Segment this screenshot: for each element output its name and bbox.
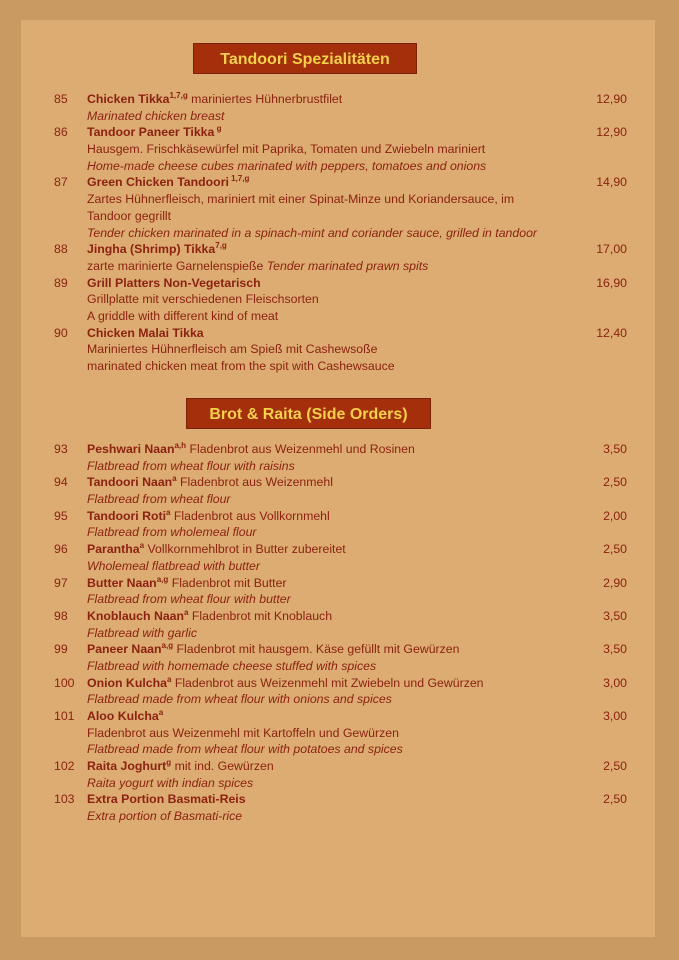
item-name: Tandoori Naan xyxy=(87,475,173,490)
menu-item-row xyxy=(21,241,655,258)
item-description-line: Home-made cheese cubes marinated with peppers, tomatoes and onions xyxy=(87,158,487,173)
menu-item-row xyxy=(21,608,655,625)
item-name: Jingha (Shrimp) Tikka xyxy=(87,242,216,257)
item-number: 95 xyxy=(54,508,68,523)
item-price: 17,00 xyxy=(596,242,627,257)
item-name: Green Chicken Tandoori xyxy=(87,175,229,190)
item-name: Chicken Malai Tikka xyxy=(87,325,204,340)
menu-item-row xyxy=(21,124,655,141)
menu-item-row xyxy=(21,91,655,108)
item-description-row xyxy=(21,458,655,475)
item-price: 12,90 xyxy=(596,92,627,106)
item-description-row xyxy=(21,108,655,125)
item-description-de: Fladenbrot aus Vollkornmehl xyxy=(173,508,330,523)
item-description-line: Flatbread made from wheat flour with potatoes and spices xyxy=(87,742,403,757)
item-description-de: Fladenbrot mit Butter xyxy=(171,575,287,590)
menu-item-row xyxy=(21,641,655,658)
item-price: 3,00 xyxy=(603,675,627,690)
item-description-line: Flatbread with garlic xyxy=(87,625,198,640)
item-description-line: Flatbread with homemade cheese stuffed with spices xyxy=(87,658,377,673)
item-description-line: Wholemeal flatbread with butter xyxy=(87,558,260,573)
item-text xyxy=(87,758,274,775)
item-number: 88 xyxy=(54,242,68,257)
allergen-codes: a,g xyxy=(156,574,169,584)
item-price: 12,40 xyxy=(596,325,627,340)
item-text xyxy=(87,675,484,692)
item-number: 94 xyxy=(54,475,68,490)
item-description-line: A griddle with different kind of meat xyxy=(87,308,279,323)
item-description-row xyxy=(21,591,655,608)
item-name: Parantha xyxy=(87,542,140,557)
item-price: 2,90 xyxy=(603,575,627,590)
menu-item-row xyxy=(21,325,655,342)
item-description-line: Flatbread from wholemeal flour xyxy=(87,525,257,540)
item-name: Chicken Tikka xyxy=(87,92,170,106)
item-number: 100 xyxy=(54,675,75,690)
item-text xyxy=(87,124,221,141)
section-title-brot-raita: Brot & Raita (Side Orders) xyxy=(186,398,431,429)
menu-item-row xyxy=(21,441,655,458)
item-name: Tandoor Paneer Tikka xyxy=(87,125,215,140)
menu-page xyxy=(21,20,655,937)
item-description-line: Hausgem. Frischkäsewürfel mit Paprika, Tomaten und Zwiebeln mariniert xyxy=(87,142,486,157)
item-description-de: Fladenbrot mit Knoblauch xyxy=(191,608,333,623)
item-text xyxy=(87,791,246,808)
item-description-en: Tender marinated prawn spits xyxy=(266,258,429,273)
allergen-codes: a xyxy=(184,607,189,617)
item-description-line: Flatbread made from wheat flour with onions and spices xyxy=(87,692,392,707)
allergen-codes: 7,g xyxy=(215,241,227,251)
item-text xyxy=(87,575,287,592)
item-description-row xyxy=(21,358,655,375)
item-description-line: marinated chicken meat from the spit with Cashewsauce xyxy=(87,359,395,373)
item-description-row xyxy=(21,775,655,792)
item-price: 2,00 xyxy=(603,508,627,523)
menu-item-row xyxy=(21,541,655,558)
item-price: 14,90 xyxy=(596,175,627,190)
item-description-de: Vollkornmehlbrot in Butter zubereitet xyxy=(147,542,346,557)
item-description-row xyxy=(21,158,655,175)
item-description-row xyxy=(21,208,655,225)
menu-item-row xyxy=(21,758,655,775)
item-text xyxy=(87,708,163,725)
item-text xyxy=(87,174,249,191)
item-description-de: mit ind. Gewürzen xyxy=(174,759,274,774)
item-number: 93 xyxy=(54,442,68,456)
item-description-row xyxy=(21,308,655,325)
item-description-row xyxy=(21,524,655,541)
item-description-row xyxy=(21,258,655,275)
item-text xyxy=(87,541,346,558)
item-name: Onion Kulcha xyxy=(87,675,167,690)
item-description-de: Fladenbrot mit hausgem. Käse gefüllt mit Gewürzen xyxy=(176,642,460,657)
item-description-de: zarte marinierte Garnelenspieße xyxy=(87,258,264,273)
item-name: Butter Naan xyxy=(87,575,157,590)
item-description-row xyxy=(21,808,655,825)
menu-list-brot-raita xyxy=(21,441,655,825)
item-text xyxy=(87,325,204,342)
item-text xyxy=(87,275,261,292)
allergen-codes: a xyxy=(172,474,177,484)
item-description-line: Tandoor gegrillt xyxy=(87,208,172,223)
item-price: 2,50 xyxy=(603,759,627,774)
menu-item-row xyxy=(21,675,655,692)
item-description-line: Tender chicken marinated in a spinach-mint and coriander sauce, grilled in tandoor xyxy=(87,225,538,240)
item-description-row xyxy=(21,141,655,158)
item-number: 101 xyxy=(54,709,75,723)
item-name: Aloo Kulcha xyxy=(87,709,159,723)
allergen-codes: a xyxy=(166,674,172,684)
section-title-tandoori: Tandoori Spezialitäten xyxy=(193,43,417,74)
item-text xyxy=(87,441,415,458)
menu-item-row xyxy=(21,275,655,292)
item-number: 96 xyxy=(54,542,68,557)
item-text xyxy=(87,474,333,491)
item-number: 87 xyxy=(54,175,68,190)
item-text xyxy=(87,241,227,258)
item-number: 102 xyxy=(54,759,75,774)
item-description-row xyxy=(21,691,655,708)
item-price: 2,50 xyxy=(603,475,627,490)
item-description-row xyxy=(21,291,655,308)
menu-item-row xyxy=(21,474,655,491)
item-text xyxy=(87,608,332,625)
item-description-de: Fladenbrot aus Weizenmehl mit Zwiebeln und Gewürzen xyxy=(174,675,484,690)
item-price: 16,90 xyxy=(596,275,627,290)
allergen-codes: 1,7,g xyxy=(169,91,188,100)
item-number: 86 xyxy=(54,125,68,140)
item-number: 99 xyxy=(54,642,68,657)
item-description-line: Mariniertes Hühnerfleisch am Spieß mit Cashewsoße xyxy=(87,342,378,357)
item-name: Paneer Naan xyxy=(87,642,162,657)
item-description-line: Extra portion of Basmati-rice xyxy=(87,809,243,824)
item-text xyxy=(87,91,342,108)
item-name: Peshwari Naan xyxy=(87,442,175,456)
item-number: 103 xyxy=(54,792,75,807)
item-number: 89 xyxy=(54,275,68,290)
item-description-row xyxy=(21,558,655,575)
item-description-row xyxy=(21,491,655,508)
item-description-row xyxy=(21,341,655,358)
item-description-line: Fladenbrot aus Weizenmehl mit Kartoffeln und Gewürzen xyxy=(87,725,399,740)
item-description-de: Fladenbrot aus Weizenmehl xyxy=(180,475,333,490)
allergen-codes: a xyxy=(158,708,164,717)
item-price: 3,50 xyxy=(603,442,627,456)
item-number: 85 xyxy=(54,92,68,106)
allergen-codes: a xyxy=(166,507,171,517)
allergen-codes: g xyxy=(166,758,172,768)
menu-item-row xyxy=(21,575,655,592)
item-description-line: Flatbread from wheat flour with butter xyxy=(87,592,291,607)
menu-item-row xyxy=(21,791,655,808)
item-price: 12,90 xyxy=(596,125,627,140)
allergen-codes: g xyxy=(214,124,222,134)
item-number: 98 xyxy=(54,608,68,623)
allergen-codes: a,h xyxy=(174,441,187,450)
item-description xyxy=(87,258,428,275)
item-name: Knoblauch Naan xyxy=(87,608,185,623)
item-number: 90 xyxy=(54,325,68,340)
item-text xyxy=(87,508,330,525)
allergen-codes: 1,7,g xyxy=(228,174,250,184)
item-description-de: mariniertes Hühnerbrustfilet xyxy=(191,92,343,106)
item-name: Grill Platters Non-Vegetarisch xyxy=(87,275,261,290)
item-name: Tandoori Roti xyxy=(87,508,167,523)
item-name: Raita Joghurt xyxy=(87,759,167,774)
menu-item-row xyxy=(21,174,655,191)
item-description-row xyxy=(21,191,655,208)
menu-list-tandoori xyxy=(21,91,655,375)
item-description-line: Flatbread from wheat flour with raisins xyxy=(87,458,295,473)
item-price: 3,50 xyxy=(603,608,627,623)
item-name: Extra Portion Basmati-Reis xyxy=(87,792,246,807)
item-description-line: Raita yogurt with indian spices xyxy=(87,775,254,790)
item-price: 2,50 xyxy=(603,792,627,807)
item-description-line: Flatbread from wheat flour xyxy=(87,492,231,507)
item-description-line: Marinated chicken breast xyxy=(87,108,225,123)
item-description-row xyxy=(21,725,655,742)
item-price: 2,50 xyxy=(603,542,627,557)
allergen-codes: a,g xyxy=(161,641,174,651)
menu-item-row xyxy=(21,708,655,725)
item-description-de: Fladenbrot aus Weizenmehl und Rosinen xyxy=(189,442,415,456)
item-description-line: Grillplatte mit verschiedenen Fleischsorten xyxy=(87,292,319,307)
item-number: 97 xyxy=(54,575,68,590)
item-description-row xyxy=(21,658,655,675)
item-description-row xyxy=(21,625,655,642)
item-description-row xyxy=(21,225,655,242)
allergen-codes: a xyxy=(139,541,145,551)
item-price: 3,00 xyxy=(603,709,627,723)
item-description-row xyxy=(21,741,655,758)
item-description-line: Zartes Hühnerfleisch, mariniert mit einer Spinat-Minze und Koriandersauce, im xyxy=(87,192,515,207)
item-text xyxy=(87,641,459,658)
menu-item-row xyxy=(21,508,655,525)
item-price: 3,50 xyxy=(603,642,627,657)
